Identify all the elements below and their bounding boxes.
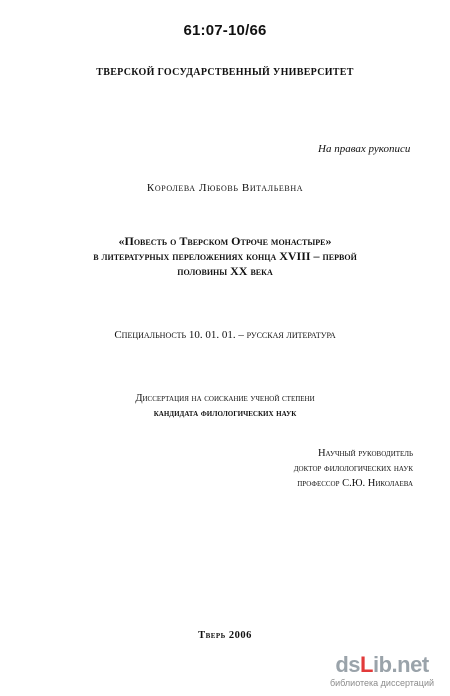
document-code: 61:07-10/66 bbox=[183, 22, 267, 39]
dissertation-title bbox=[40, 234, 410, 279]
title-line-2: в литературных переложениях конца XVIII – первой bbox=[93, 249, 357, 263]
university-name: ТВЕРСКОЙ ГОСУДАРСТВЕННЫЙ УНИВЕРСИТЕТ bbox=[96, 67, 354, 78]
degree-statement bbox=[0, 391, 450, 421]
supervisor-line-1: Научный руководитель bbox=[317, 448, 413, 459]
author-name: Королева Любовь Витальевна bbox=[146, 182, 304, 194]
title-line-1: «Повесть о Тверском Отроче монастыре» bbox=[118, 234, 332, 248]
specialty: Специальность 10. 01. 01. – русская литература bbox=[114, 329, 336, 341]
degree-line-2: кандидата филологических наук bbox=[153, 408, 297, 419]
supervisor-line-2: доктор филологических наук bbox=[293, 463, 413, 474]
watermark[interactable] bbox=[322, 653, 442, 688]
watermark-logo[interactable]: dsLib.net bbox=[335, 652, 429, 677]
watermark-subtitle: библиотека диссертаций bbox=[329, 678, 434, 688]
supervisor-line-3: профессор С.Ю. Николаева bbox=[297, 478, 413, 489]
city-year: Тверь 2006 bbox=[198, 630, 252, 641]
manuscript-note: На правах рукописи bbox=[318, 143, 411, 155]
supervisor-block bbox=[200, 446, 413, 491]
title-line-3: половины XX века bbox=[177, 264, 273, 278]
degree-line-1: Диссертация на соискание ученой степени bbox=[135, 393, 315, 404]
